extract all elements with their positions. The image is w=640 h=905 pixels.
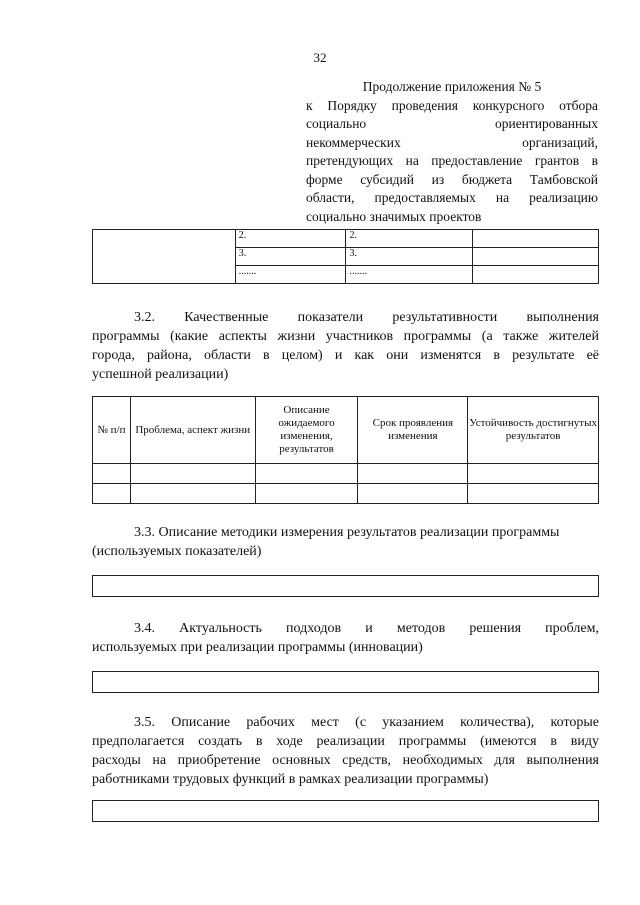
innovation-answer-box[interactable] <box>92 671 599 693</box>
table-row <box>93 484 599 504</box>
column-header: Срок проявления изменения <box>358 397 468 464</box>
methodology-answer-box[interactable] <box>92 575 599 597</box>
table-cell[interactable] <box>93 484 131 504</box>
appendix-line: области, предоставляемых на реализацию <box>306 190 598 205</box>
qualitative-indicators-table <box>92 396 599 504</box>
table-cell-merged <box>93 230 236 284</box>
table-cell: 3. <box>235 248 346 266</box>
text-line: работниками трудовых функций в рамках реализации программы) <box>92 772 489 787</box>
table-cell[interactable] <box>130 484 255 504</box>
table-row <box>93 464 599 484</box>
workplaces-answer-box[interactable] <box>92 800 599 822</box>
appendix-line: форме субсидий из бюджета Тамбовской <box>306 171 598 187</box>
text-line: 3.3. Описание методики измерения результатов реализации программы <box>134 525 560 540</box>
table-cell <box>473 248 599 266</box>
column-header: № п/п <box>93 397 131 464</box>
appendix-line: к Порядку проведения конкурсного отбора <box>306 97 598 113</box>
section-3-3-text <box>92 523 599 561</box>
page-number: 32 <box>313 50 327 65</box>
text-line: программы (какие аспекты жизни участников программы (а также жителей <box>92 329 599 344</box>
table-cell <box>473 266 599 284</box>
column-header: Описание ожидаемого изменения, результатов <box>255 397 358 464</box>
text-line: расходы на приобретение основных средств, необходимых для выполнения <box>92 753 599 768</box>
text-line: используемых при реализации программы (инновации) <box>92 640 423 655</box>
text-line: успешной реализации) <box>92 367 229 382</box>
text-line: города, района, области в целом) и как они изменятся в результате её <box>92 348 599 363</box>
table-row <box>93 230 599 248</box>
text-line: 3.5. Описание рабочих мест (с указанием количества), которые <box>134 715 599 730</box>
table-cell[interactable] <box>468 484 599 504</box>
table-cell <box>473 230 599 248</box>
table-cell: 2. <box>346 230 473 248</box>
section-3-4-text <box>92 619 599 657</box>
table-cell[interactable] <box>358 484 468 504</box>
table-cell: ....... <box>235 266 346 284</box>
table-cell: ....... <box>346 266 473 284</box>
column-header: Проблема, аспект жизни <box>130 397 255 464</box>
table-cell[interactable] <box>130 464 255 484</box>
text-line: 3.2. Качественные показатели результативности выполнения <box>134 310 599 325</box>
section-3-2-text <box>92 308 599 384</box>
table-cell[interactable] <box>468 464 599 484</box>
table-cell: 3. <box>346 248 473 266</box>
text-line: предполагается создать в ходе реализации программы (имеются в виду <box>92 734 599 749</box>
appendix-line: социально значимых проектов <box>306 208 482 224</box>
column-header: Устойчивость достигнутых результатов <box>468 397 599 464</box>
table-cell[interactable] <box>93 464 131 484</box>
appendix-line: Продолжение приложения № 5 <box>362 79 542 94</box>
appendix-line: некоммерческих организаций, <box>306 134 598 150</box>
text-line: 3.4. Актуальность подходов и методов решения проблем, <box>134 621 599 636</box>
table-cell[interactable] <box>358 464 468 484</box>
results-table-continuation <box>92 229 599 284</box>
table-cell[interactable] <box>255 484 358 504</box>
section-3-5-text <box>92 713 599 789</box>
appendix-header <box>306 78 598 226</box>
text-line: (используемых показателей) <box>92 544 262 559</box>
table-cell: 2. <box>235 230 346 248</box>
appendix-line: претендующих на предоставление грантов в <box>306 153 598 168</box>
appendix-line: социально ориентированных <box>306 116 598 131</box>
table-header-row <box>93 397 599 464</box>
table-cell[interactable] <box>255 464 358 484</box>
